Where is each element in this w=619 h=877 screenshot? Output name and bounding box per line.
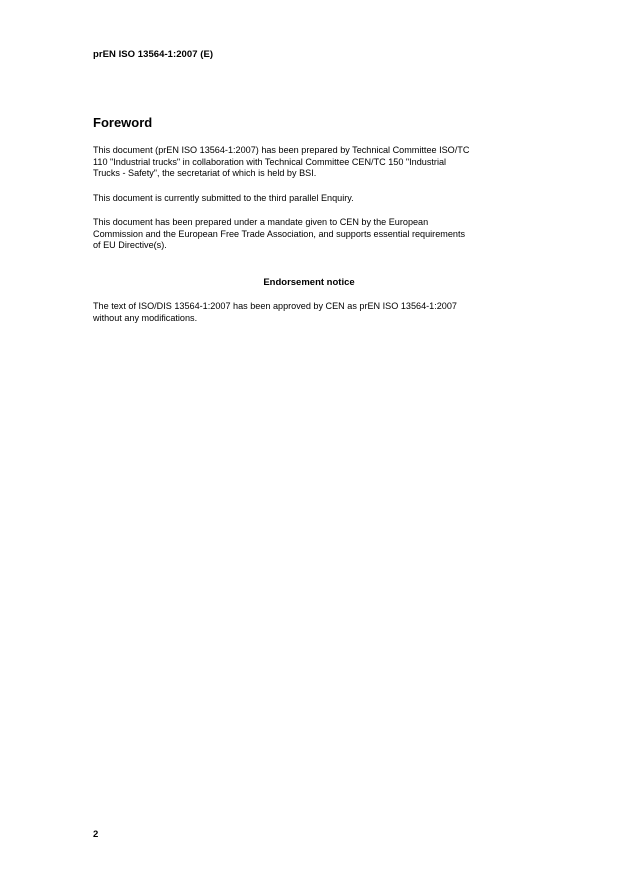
text-line: 110 "Industrial trucks" in collaboration with Technical Committee CEN/TC 150 "Industrial [93, 156, 447, 167]
foreword-paragraph-3 [93, 217, 543, 252]
foreword-paragraph-1 [93, 145, 543, 180]
page-number: 2 [93, 829, 99, 840]
text-line: This document has been prepared under a mandate given to CEN by the European [93, 217, 429, 227]
text-line: This document is currently submitted to the third parallel Enquiry. [93, 193, 354, 203]
foreword-paragraph-2 [93, 193, 543, 205]
text-line: This document (prEN ISO 13564-1:2007) has been prepared by Technical Committee ISO/TC [93, 145, 470, 155]
text-line: without any modifications. [93, 312, 198, 323]
text-line: of EU Directive(s). [93, 240, 167, 250]
document-header: prEN ISO 13564-1:2007 (E) [93, 49, 214, 60]
foreword-heading: Foreword [93, 115, 153, 130]
endorsement-heading: Endorsement notice [263, 277, 355, 288]
text-line: Trucks - Safety", the secretariat of which is held by BSI. [93, 168, 317, 178]
text-line: The text of ISO/DIS 13564-1:2007 has been approved by CEN as prEN ISO 13564-1:2007 [93, 301, 457, 311]
text-line: Commission and the European Free Trade Association, and supports essential requirements [93, 228, 466, 239]
endorsement-paragraph [93, 301, 543, 324]
